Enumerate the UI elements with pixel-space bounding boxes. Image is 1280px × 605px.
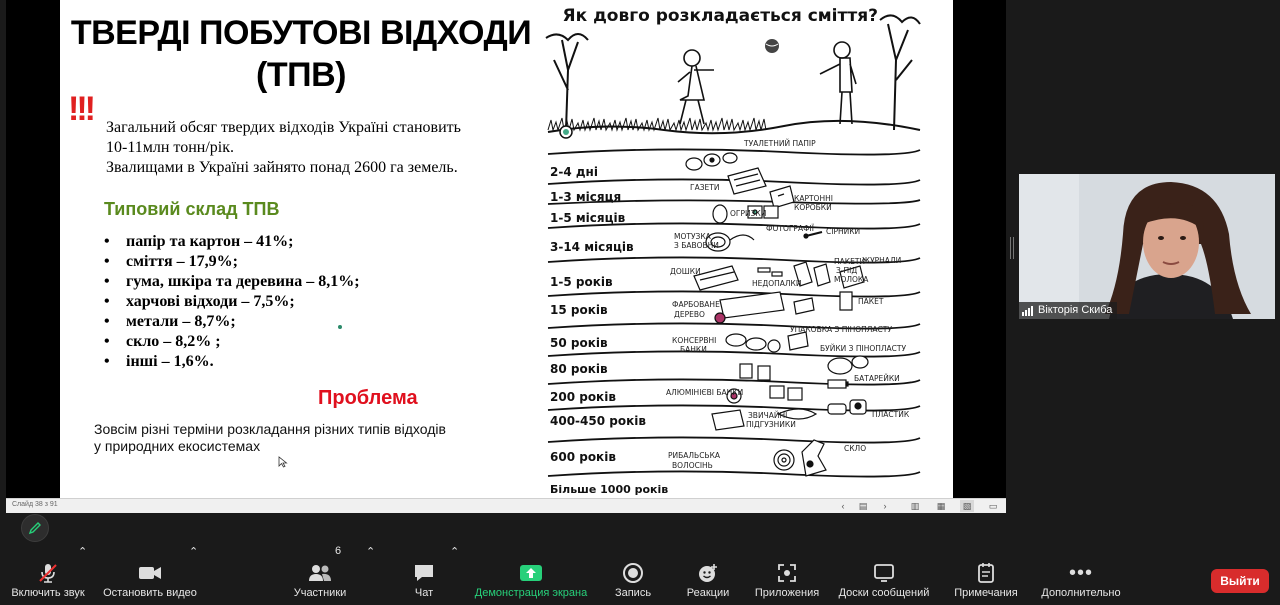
tree-right-icon	[880, 15, 920, 130]
problem-line: Зовсім різні терміни розкладання різних типів відходів	[94, 421, 446, 437]
item-label: УПАКОВКА З ПІНОПЛАСТУ	[790, 325, 892, 334]
tree-left-icon	[546, 34, 588, 130]
item-label: МОТУЗКА	[674, 232, 711, 241]
item-label: БАНКИ	[680, 345, 707, 354]
problem-title: Проблема	[318, 387, 418, 409]
item-label: ФАРБОВАНЕ	[672, 300, 720, 309]
share-screen-label: Демонстрация экрана	[474, 587, 588, 599]
whiteboards-label: Доски сообщений	[838, 587, 930, 599]
apps-button[interactable]	[750, 545, 824, 605]
intro-line: Звалищами в Україні зайнято понад 2600 га земель.	[106, 159, 458, 176]
composition-list	[104, 232, 360, 372]
whiteboards-button[interactable]	[834, 545, 934, 605]
slide-counter: Слайд 38 з 91	[12, 501, 58, 508]
leave-meeting-button[interactable]: Выйти	[1211, 569, 1269, 593]
infographic-title: Як довго розкладається сміття?	[562, 6, 878, 26]
item-label: ДЕРЕВО	[674, 310, 705, 319]
signal-strength-icon	[1022, 306, 1034, 316]
item-label: ДОШКИ	[670, 267, 701, 276]
video-camera-icon	[138, 561, 162, 585]
record-icon	[621, 561, 645, 585]
fishing-line-icon	[774, 450, 794, 470]
item-label: ПАКЕТ	[858, 297, 884, 306]
participant-name: Вікторія Скиба	[1038, 304, 1113, 316]
prev-slide-icon[interactable]: ‹	[841, 501, 845, 511]
record-label: Запись	[614, 587, 652, 599]
intro-line: Загальний обсяг твердих відходів Україні становить	[106, 119, 461, 136]
item-label: ПАКЕТИ	[834, 257, 866, 266]
mouse-cursor-icon	[278, 456, 288, 468]
notes-icon	[974, 561, 998, 585]
slideshow-view-icon[interactable]: ▭	[988, 501, 998, 511]
chat-bubble-icon	[412, 561, 436, 585]
problem-line: у природних екосистемах	[94, 438, 261, 454]
apple-core-icon	[713, 205, 727, 223]
more-button[interactable]	[1036, 545, 1126, 605]
sorter-view-icon[interactable]: ▦	[936, 501, 946, 511]
next-slide-icon[interactable]: ›	[883, 501, 887, 511]
item-label: ЗВИЧАЙНІ	[748, 411, 788, 420]
item-label: ГАЗЕТИ	[690, 183, 720, 192]
newspaper-icon	[728, 168, 766, 194]
slide-canvas	[60, 0, 953, 498]
slide-title-line1: ТВЕРДІ ПОБУТОВІ ВІДХОДИ	[70, 14, 532, 52]
panel-resize-handle[interactable]	[1010, 237, 1014, 259]
item-label: ОГРИЗКИ	[730, 209, 767, 218]
composition-item: • харчові відходи – 7,5%;	[104, 292, 360, 312]
bag-icon	[840, 292, 852, 310]
item-label: АЛЮМІНІЄВІ БАНКИ	[666, 388, 744, 397]
dot-mark	[338, 325, 342, 329]
painted-wood-icon	[715, 292, 814, 323]
can-icon	[740, 364, 770, 380]
item-label: КОРОБКИ	[794, 203, 832, 212]
normal-view-icon[interactable]: ▥	[910, 501, 920, 511]
item-label: ТУАЛЕТНИЙ ПАПІР	[744, 139, 816, 148]
composition-item: • гума, шкіра та деревина – 8,1%;	[104, 272, 360, 292]
slide-sorter-icon[interactable]: ▤	[858, 501, 868, 511]
composition-item: • метали – 8,7%;	[104, 312, 360, 332]
plastic-bottle-icon	[828, 400, 866, 414]
item-label: ЖУРНАЛИ	[862, 256, 902, 265]
slide-title-line2: (ТПВ)	[256, 56, 346, 94]
more-label: Дополнительно	[1041, 587, 1121, 599]
participant-video-tile[interactable]	[1019, 174, 1275, 319]
muted-mic-icon	[36, 561, 60, 585]
item-label: БАТАРЕЙКИ	[854, 374, 900, 383]
participant-name-tag	[1019, 302, 1117, 319]
item-label: СКЛО	[844, 444, 867, 453]
apps-icon	[775, 561, 799, 585]
chat-label: Чат	[414, 587, 434, 599]
more-dots-icon: •••	[1069, 561, 1094, 584]
layer-label: 3-14 місяців	[550, 240, 634, 254]
item-label: ПЛАСТИК	[872, 410, 910, 419]
layer-label: 80 років	[550, 362, 608, 376]
foam-buoy-icon	[828, 356, 868, 374]
boy-figure-icon	[820, 42, 856, 124]
layer-label: 200 років	[550, 390, 616, 404]
exclamation-mark: !!!	[68, 90, 93, 128]
annotate-pencil-button[interactable]	[21, 514, 49, 542]
unmute-label: Включить звук	[11, 587, 85, 599]
item-label: ВОЛОСІНЬ	[672, 461, 713, 470]
stop-video-button[interactable]	[100, 545, 200, 605]
item-label: КОНСЕРВНІ	[672, 336, 717, 345]
video-options-chevron-icon[interactable]: ⌃	[189, 546, 199, 558]
item-label: МОЛОКА	[834, 275, 869, 284]
participants-options-chevron-icon[interactable]: ⌃	[366, 546, 376, 558]
participants-label: Участники	[293, 587, 347, 599]
chat-options-chevron-icon[interactable]: ⌃	[450, 546, 460, 558]
item-label: БУЙКИ З ПІНОПЛАСТУ	[820, 344, 907, 353]
intro-text	[106, 118, 526, 178]
item-label: КАРТОННІ	[794, 194, 833, 203]
layer-label: 1-3 місяця	[550, 190, 622, 204]
apps-label: Приложения	[754, 587, 820, 599]
shared-slide	[6, 0, 1006, 498]
slide-title	[66, 12, 536, 96]
problem-text	[94, 421, 514, 455]
ground-line	[548, 121, 920, 133]
record-button[interactable]	[608, 545, 658, 605]
notes-label: Примечания	[954, 587, 1018, 599]
item-label: З БАВОВНИ	[674, 241, 719, 250]
participants-icon	[308, 561, 332, 585]
layer-label: Більше 1000 років	[550, 483, 669, 496]
composition-item: • інші – 1,6%.	[104, 352, 360, 372]
layer-label: 400-450 років	[550, 414, 646, 428]
battery-icon	[828, 380, 848, 388]
composition-item: • папір та картон – 41%;	[104, 232, 360, 252]
foam-pack-icon	[726, 332, 808, 352]
item-label: НЕДОПАЛКИ	[752, 279, 802, 288]
cigarette-icon	[758, 268, 782, 276]
reactions-button[interactable]	[680, 545, 736, 605]
layer-label: 15 років	[550, 303, 608, 317]
item-label: ФОТОГРАФІЇ	[766, 224, 814, 233]
intro-line: 10-11млн тонн/рік.	[106, 139, 234, 156]
smiley-icon	[696, 561, 720, 585]
reactions-label: Реакции	[686, 587, 730, 599]
whiteboard-icon	[872, 561, 896, 585]
toilet-paper-icon	[686, 153, 737, 170]
chat-button[interactable]	[402, 545, 446, 605]
notes-button[interactable]	[948, 545, 1024, 605]
item-label: ПІДГУЗНИКИ	[746, 420, 796, 429]
girl-figure-icon	[678, 50, 714, 124]
item-label: СІРНИКИ	[826, 227, 861, 236]
layer-label: 50 років	[550, 336, 608, 350]
meeting-toolbar	[0, 545, 1280, 605]
decomposition-infographic	[544, 0, 924, 498]
ball-icon	[765, 39, 779, 53]
share-screen-button[interactable]	[470, 545, 592, 605]
reading-view-icon[interactable]: ▧	[960, 500, 974, 512]
stop-video-label: Остановить видео	[103, 587, 197, 599]
participants-button[interactable]	[288, 545, 352, 605]
pencil-icon	[28, 521, 42, 535]
item-label: РИБАЛЬСЬКА	[668, 451, 721, 460]
participants-count: 6	[335, 545, 342, 557]
share-screen-icon	[519, 561, 543, 585]
participant-video-image	[1019, 174, 1275, 319]
layer-label: 1-5 місяців	[550, 211, 626, 225]
cardboard-box-icon	[770, 186, 794, 208]
slide-status-bar	[6, 498, 1006, 513]
layer-label: 2-4 дні	[550, 165, 598, 179]
glass-bottle-icon	[802, 440, 826, 476]
composition-title: Типовий склад ТПВ	[104, 199, 280, 219]
composition-item: • сміття – 17,9%;	[104, 252, 360, 272]
layer-label: 1-5 років	[550, 275, 613, 289]
item-label: З-ПІД	[836, 266, 858, 275]
layer-label: 600 років	[550, 450, 616, 464]
audio-options-chevron-icon[interactable]: ⌃	[78, 546, 88, 558]
composition-item: • скло – 8,2% ;	[104, 332, 360, 352]
